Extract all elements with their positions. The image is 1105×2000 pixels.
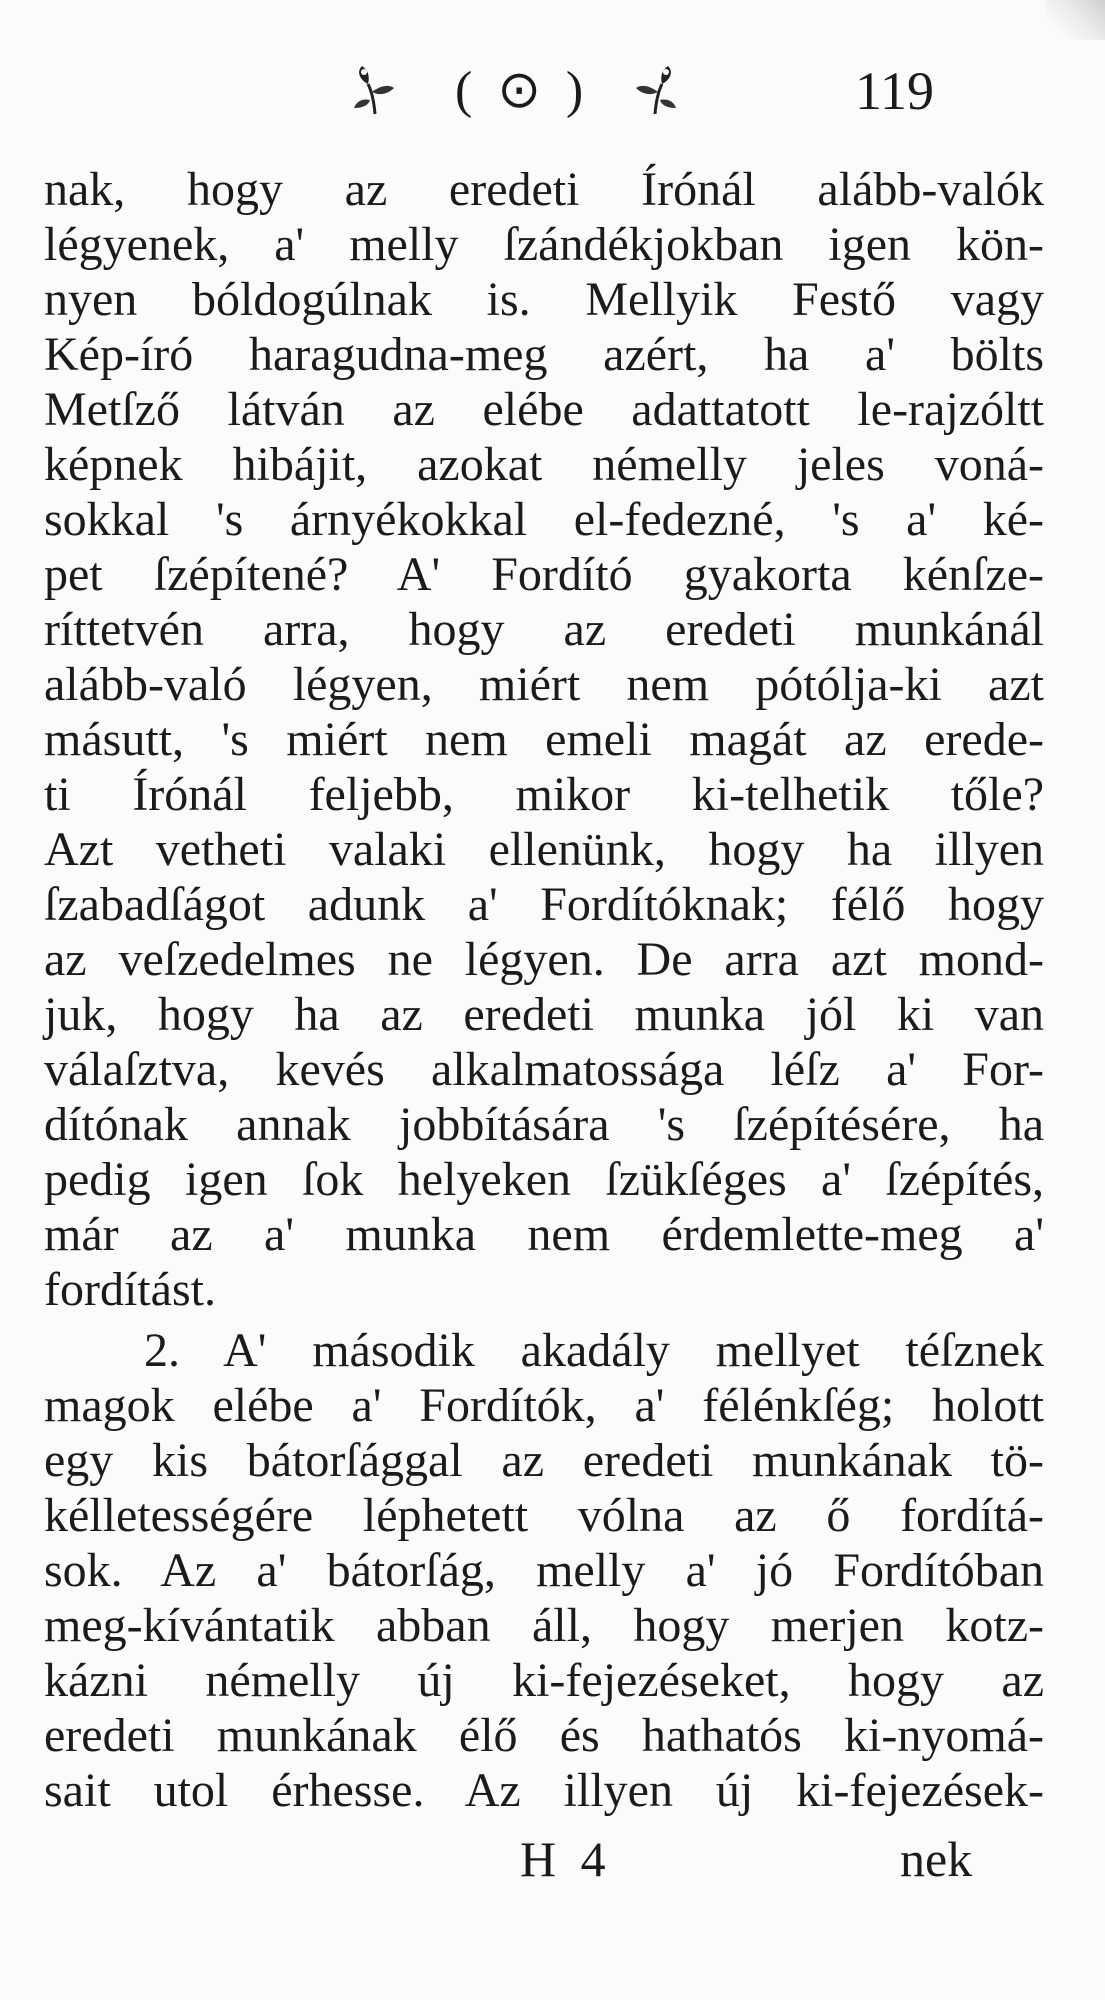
text-line: dítónak annak jobbítására 's ſzépítésére, ha bbox=[44, 1098, 1044, 1151]
text-line: ríttetvén arra, hogy az eredeti munkánál bbox=[44, 603, 1044, 656]
floral-ornament-left-icon bbox=[350, 62, 400, 118]
text-line: sok. Az a' bátorſág, melly a' jó Fordítóban bbox=[44, 1544, 1044, 1597]
body-text bbox=[44, 162, 1044, 1818]
text-line: kélletességére léphetett vólna az ő fordítá- bbox=[44, 1489, 1044, 1542]
page-footer bbox=[0, 1830, 1105, 1890]
text-line: egy kis bátorſággal az eredeti munkának tö- bbox=[44, 1434, 1044, 1487]
running-header bbox=[0, 58, 1105, 128]
paragraph-2 bbox=[44, 1323, 1044, 1818]
text-line: pedig igen ſok helyeken ſzükſéges a' ſzépítés, bbox=[44, 1153, 1044, 1206]
text-line: ſzabadſágot adunk a' Fordítóknak; félő hogy bbox=[44, 878, 1044, 931]
paragraph-1 bbox=[44, 162, 1044, 1317]
text-line: alább-való légyen, miért nem pótólja-ki azt bbox=[44, 658, 1044, 711]
text-line: már az a' munka nem érdemlette-meg a' bbox=[44, 1208, 1044, 1261]
page-corner-shadow bbox=[1045, 0, 1105, 40]
text-line: juk, hogy ha az eredeti munka jól ki van bbox=[44, 988, 1044, 1041]
text-line: ti Írónál feljebb, mikor ki-telhetik tőle? bbox=[44, 768, 1044, 821]
text-line: Kép-író haragudna-meg azért, ha a' bölts bbox=[44, 328, 1044, 381]
text-line: másutt, 's miért nem emeli magát az erede- bbox=[44, 713, 1044, 766]
text-line: Metſző látván az elébe adattatott le-rajzóltt bbox=[44, 383, 1044, 436]
text-line: 2. A' második akadály mellyet téſznek bbox=[144, 1324, 1044, 1377]
text-line: fordítást. bbox=[44, 1263, 216, 1316]
text-line: Azt vetheti valaki ellenünk, hogy ha illyen bbox=[44, 823, 1044, 876]
text-line: kázni némelly új ki-fejezéseket, hogy az bbox=[44, 1654, 1044, 1707]
text-line: sait utol érhesse. Az illyen új ki-fejezések- bbox=[44, 1764, 1044, 1817]
catchword: nek bbox=[900, 1831, 973, 1887]
text-line: meg-kívántatik abban áll, hogy merjen kotz- bbox=[44, 1599, 1044, 1652]
header-center-mark: ( ⊙ ) bbox=[455, 62, 590, 119]
text-line: válaſztva, kevés alkalmatossága léſz a' For- bbox=[44, 1043, 1044, 1096]
text-line: nyen bóldogúlnak is. Mellyik Festő vagy bbox=[44, 273, 1044, 326]
text-line: nak, hogy az eredeti Írónál alább-valók bbox=[44, 163, 1044, 216]
signature-mark: H 4 bbox=[520, 1831, 612, 1887]
text-line: pet ſzépítené? A' Fordító gyakorta kénſze- bbox=[44, 548, 1044, 601]
text-line: légyenek, a' melly ſzándékjokban igen kön- bbox=[44, 218, 1044, 271]
text-line: az veſzedelmes ne légyen. De arra azt mond- bbox=[44, 933, 1044, 986]
page-number: 119 bbox=[855, 61, 934, 121]
text-line: képnek hibájit, azokat némelly jeles voná- bbox=[44, 438, 1044, 491]
text-line: eredeti munkának élő és hathatós ki-nyomá- bbox=[44, 1709, 1044, 1762]
floral-ornament-right-icon bbox=[630, 62, 680, 118]
text-line: sokkal 's árnyékokkal el-fedezné, 's a' ké- bbox=[44, 493, 1044, 546]
text-line: magok elébe a' Fordítók, a' félénkſég; holott bbox=[44, 1379, 1044, 1432]
